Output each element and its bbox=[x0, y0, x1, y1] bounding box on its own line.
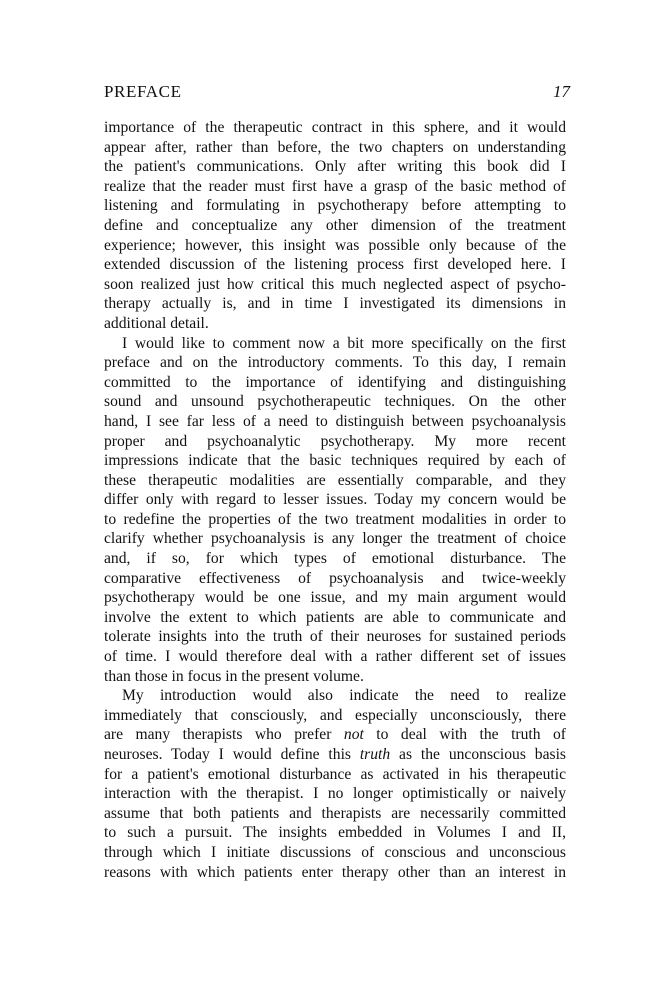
text-line: interaction with the therapist. I no longer optimistically or naively bbox=[104, 785, 566, 803]
text-line: to such a pursuit. The insights embedded in Volumes I and II, bbox=[104, 824, 566, 842]
text-line: listening and formulating in psychotherapy before attempting to bbox=[104, 197, 566, 215]
text-line: preface and on the introductory comments. To this day, I remain bbox=[104, 354, 566, 372]
text-line: psychotherapy would be one issue, and my main argument would bbox=[104, 589, 566, 607]
text-line: to redefine the properties of the two treatment modalities in order to bbox=[104, 510, 566, 528]
text-line: involve the extent to which patients are able to communicate and bbox=[104, 608, 566, 626]
text-line: hand, I see far less of a need to distinguish between psychoanalysis bbox=[104, 412, 566, 430]
text-line: through which I initiate discussions of conscious and unconscious bbox=[104, 843, 566, 861]
text-line: comparative effectiveness of psychoanalysis and twice-weekly bbox=[104, 569, 566, 587]
text-line: assume that both patients and therapists are necessarily committed bbox=[104, 804, 566, 822]
text-line: differ only with regard to lesser issues. Today my concern would be bbox=[104, 491, 566, 509]
text-line: My introduction would also indicate the need to realize bbox=[122, 687, 566, 705]
text-line: of time. I would therefore deal with a rather different set of issues bbox=[104, 648, 566, 666]
text-line: I would like to comment now a bit more specifically on the first bbox=[122, 334, 566, 352]
text-line: impressions indicate that the basic techniques required by each of bbox=[104, 452, 566, 470]
text-line: appear after, rather than before, the two chapters on understanding bbox=[104, 138, 566, 156]
text-line: these therapeutic modalities are essentially comparable, and they bbox=[104, 471, 566, 489]
text-line: are many therapists who prefer not to deal with the truth of bbox=[104, 726, 566, 744]
text-line: tolerate insights into the truth of their neuroses for sustained periods bbox=[104, 628, 566, 646]
running-title: PREFACE bbox=[104, 82, 182, 101]
text-line: reasons with which patients enter therapy other than an interest in bbox=[104, 863, 566, 881]
text-line: extended discussion of the listening process first developed here. I bbox=[104, 256, 566, 274]
text-line: committed to the importance of identifying and distinguishing bbox=[104, 373, 566, 391]
text-line: define and conceptualize any other dimension of the treatment bbox=[104, 216, 566, 234]
running-head bbox=[104, 82, 570, 106]
text-line: neuroses. Today I would define this truth as the unconscious basis bbox=[104, 746, 566, 763]
text-line: the patient's communications. Only after writing this book did I bbox=[104, 158, 566, 176]
text-line: and, if so, for which types of emotional disturbance. The bbox=[104, 550, 566, 568]
text-line: proper and psychoanalytic psychotherapy. My more recent bbox=[104, 432, 566, 450]
emphasis: not bbox=[343, 726, 364, 744]
text-line: importance of the therapeutic contract in this sphere, and it would bbox=[104, 119, 566, 136]
paragraph bbox=[104, 686, 566, 882]
text-line: therapy actually is, and in time I investigated its dimensions in bbox=[104, 295, 566, 313]
text-line: clarify whether psychoanalysis is any longer the treatment of choice bbox=[104, 530, 566, 548]
text-line: soon realized just how critical this much neglected aspect of psycho- bbox=[104, 275, 566, 293]
text-line: than those in focus in the present volume. bbox=[104, 667, 364, 685]
paragraph bbox=[104, 334, 566, 687]
text-line: additional detail. bbox=[104, 314, 209, 332]
paragraph bbox=[104, 118, 566, 334]
emphasis: truth bbox=[359, 746, 391, 763]
text-line: realize that the reader must first have a grasp of the basic method of bbox=[104, 177, 566, 195]
text-line: sound and unsound psychotherapeutic techniques. On the other bbox=[104, 393, 566, 411]
page-number: 17 bbox=[553, 82, 570, 101]
body-text bbox=[104, 118, 566, 882]
text-line: immediately that consciously, and especially unconsciously, there bbox=[104, 706, 566, 724]
text-line: for a patient's emotional disturbance as activated in his therapeutic bbox=[104, 765, 566, 783]
text-line: experience; however, this insight was possible only because of the bbox=[104, 236, 566, 254]
